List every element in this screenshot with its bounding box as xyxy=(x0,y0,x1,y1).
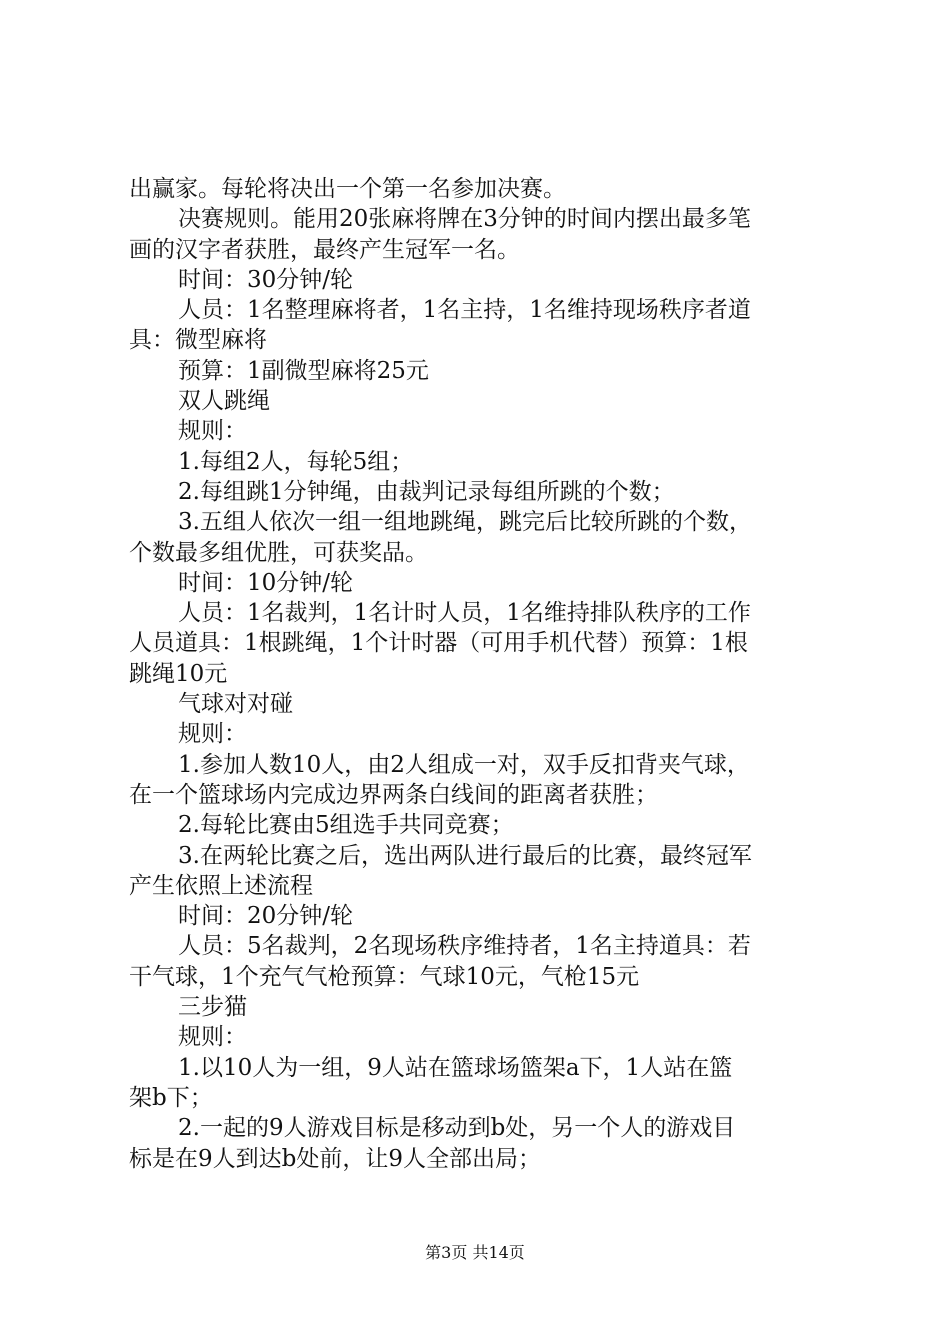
document-body xyxy=(129,174,834,1174)
text-line: 具：微型麻将 xyxy=(129,327,267,354)
text-line: 3.在两轮比赛之后，选出两队进行最后的比赛，最终冠军 xyxy=(178,842,752,869)
text-line: 3.五组人依次一组一组地跳绳，跳完后比较所跳的个数， xyxy=(178,509,752,536)
text-line: 架b下； xyxy=(129,1084,213,1111)
text-line: 时间：10分钟/轮 xyxy=(178,569,354,596)
text-line: 时间：20分钟/轮 xyxy=(178,903,354,930)
text-line: 人员：5名裁判，2名现场秩序维持者，1名主持道具：若 xyxy=(178,933,751,960)
text-line: 1.每组2人，每轮5组； xyxy=(178,448,414,475)
text-line: 2.每轮比赛由5组选手共同竞赛； xyxy=(178,812,514,839)
text-line: 出赢家。每轮将决出一个第一名参加决赛。 xyxy=(129,176,566,202)
text-line: 人员：1名裁判，1名计时人员，1名维持排队秩序的工作 xyxy=(178,600,751,627)
text-line: 画的汉字者获胜，最终产生冠军一名。 xyxy=(129,236,520,263)
text-line: 人员道具：1根跳绳，1个计时器（可用手机代替）预算：1根 xyxy=(129,630,748,657)
page-footer: 第3页 共14页 xyxy=(425,1243,525,1262)
text-line: 规则： xyxy=(178,721,247,748)
text-line: 标是在9人到达b处前，让9人全部出局； xyxy=(129,1145,541,1172)
text-line: 规则： xyxy=(178,418,247,445)
text-line: 2.一起的9人游戏目标是移动到b处，另一个人的游戏目 xyxy=(178,1115,736,1142)
text-line: 跳绳10元 xyxy=(129,660,228,687)
text-line: 产生依照上述流程 xyxy=(129,872,313,899)
text-line: 气球对对碰 xyxy=(178,691,293,718)
text-line: 决赛规则。能用20张麻将牌在3分钟的时间内摆出最多笔 xyxy=(178,206,751,233)
text-line: 人员：1名整理麻将者，1名主持，1名维持现场秩序者道 xyxy=(178,297,751,324)
text-line: 预算：1副微型麻将25元 xyxy=(178,357,429,384)
text-line: 双人跳绳 xyxy=(178,388,270,415)
text-line: 1.以10人为一组，9人站在篮球场篮架a下，1人站在篮 xyxy=(178,1054,733,1081)
text-line: 干气球，1个充气气枪预算：气球10元，气枪15元 xyxy=(129,963,640,990)
text-line: 时间：30分钟/轮 xyxy=(178,266,354,293)
text-line: 1.参加人数10人，由2人组成一对，双手反扣背夹气球， xyxy=(178,751,750,778)
text-line: 三步猫 xyxy=(178,994,247,1021)
text-line: 在一个篮球场内完成边界两条白线间的距离者获胜； xyxy=(129,781,658,808)
text-line: 规则： xyxy=(178,1024,247,1051)
text-line: 个数最多组优胜，可获奖品。 xyxy=(129,539,428,566)
text-line: 2.每组跳1分钟绳，由裁判记录每组所跳的个数； xyxy=(178,478,675,505)
